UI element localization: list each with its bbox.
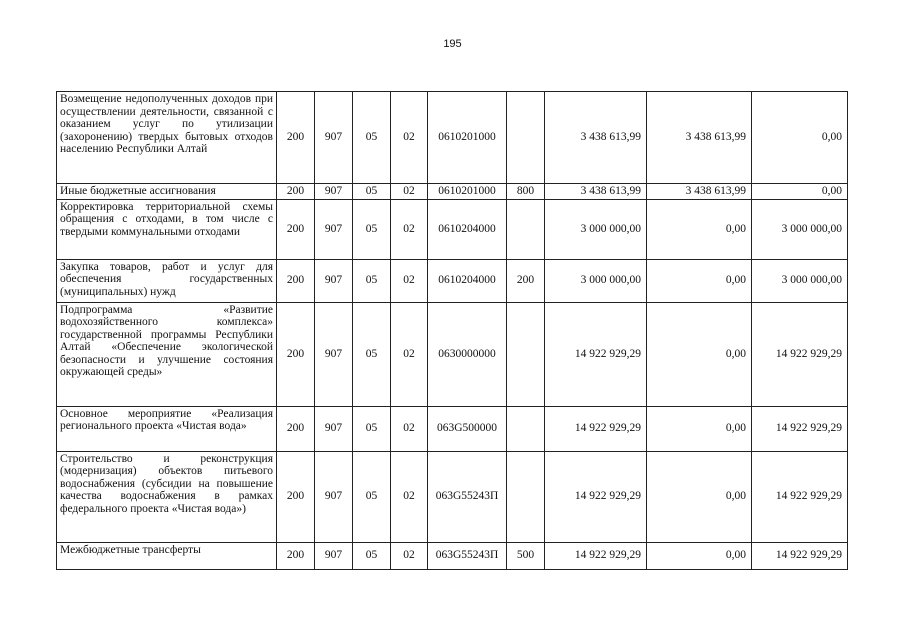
- target-code-cell: 0610201000: [428, 92, 507, 184]
- code-b-cell: 907: [315, 451, 353, 542]
- table-row: [57, 92, 848, 184]
- code-b-cell: 907: [315, 406, 353, 451]
- row-name-cell: Закупка товаров, работ и услуг для обеспечения государственных (муниципальных) нужд: [57, 259, 277, 302]
- code-a-cell: 200: [277, 184, 315, 200]
- code-a-cell: 200: [277, 259, 315, 302]
- sum-federal-cell: 0,00: [647, 259, 752, 302]
- sum-total-cell: 3 000 000,00: [545, 259, 647, 302]
- expense-type-cell: 500: [507, 542, 545, 569]
- sum-federal-cell: 0,00: [647, 406, 752, 451]
- code-d-cell: 02: [391, 184, 428, 200]
- code-c-cell: 05: [353, 92, 391, 184]
- table-row: [57, 184, 848, 200]
- code-a-cell: 200: [277, 302, 315, 406]
- target-code-cell: 0610204000: [428, 199, 507, 259]
- sum-federal-cell: 0,00: [647, 451, 752, 542]
- code-d-cell: 02: [391, 259, 428, 302]
- target-code-cell: 063G55243П: [428, 451, 507, 542]
- budget-table: [56, 91, 848, 570]
- sum-federal-cell: 0,00: [647, 302, 752, 406]
- row-name-cell: Межбюджетные трансферты: [57, 542, 277, 569]
- sum-total-cell: 14 922 929,29: [545, 302, 647, 406]
- sum-regional-cell: 14 922 929,29: [752, 542, 848, 569]
- sum-total-cell: 3 438 613,99: [545, 184, 647, 200]
- expense-type-cell: [507, 92, 545, 184]
- target-code-cell: 0630000000: [428, 302, 507, 406]
- row-name-cell: Подпрограмма «Развитие водохозяйственного комплекса» государственной программы Республики Алтай «Обеспечение экологической безопасности и улучшение состояния окружающей среды»: [57, 302, 277, 406]
- code-d-cell: 02: [391, 406, 428, 451]
- code-c-cell: 05: [353, 199, 391, 259]
- sum-total-cell: 3 000 000,00: [545, 199, 647, 259]
- page-number: 195: [443, 38, 462, 50]
- target-code-cell: 063G55243П: [428, 542, 507, 569]
- code-b-cell: 907: [315, 259, 353, 302]
- sum-regional-cell: 3 000 000,00: [752, 259, 848, 302]
- table-row: [57, 259, 848, 302]
- code-c-cell: 05: [353, 542, 391, 569]
- code-a-cell: 200: [277, 92, 315, 184]
- sum-regional-cell: 3 000 000,00: [752, 199, 848, 259]
- sum-total-cell: 14 922 929,29: [545, 542, 647, 569]
- row-name-cell: Возмещение недополученных доходов при осуществлении деятельности, связанной с оказанием услуг по утилизации (захоронению) твердых бытовых отходов населению Республики Алтай: [57, 92, 277, 184]
- expense-type-cell: 200: [507, 259, 545, 302]
- code-b-cell: 907: [315, 184, 353, 200]
- code-a-cell: 200: [277, 542, 315, 569]
- code-c-cell: 05: [353, 184, 391, 200]
- table-row: [57, 406, 848, 451]
- code-d-cell: 02: [391, 451, 428, 542]
- code-a-cell: 200: [277, 451, 315, 542]
- row-name-cell: Корректировка территориальной схемы обращения с отходами, в том числе с твердыми коммунальными отходами: [57, 199, 277, 259]
- code-b-cell: 907: [315, 92, 353, 184]
- target-code-cell: 0610201000: [428, 184, 507, 200]
- sum-federal-cell: 3 438 613,99: [647, 92, 752, 184]
- code-a-cell: 200: [277, 406, 315, 451]
- target-code-cell: 063G500000: [428, 406, 507, 451]
- table-row: [57, 302, 848, 406]
- expense-type-cell: 800: [507, 184, 545, 200]
- table-row: [57, 542, 848, 569]
- expense-type-cell: [507, 451, 545, 542]
- sum-federal-cell: 0,00: [647, 199, 752, 259]
- code-d-cell: 02: [391, 302, 428, 406]
- code-a-cell: 200: [277, 199, 315, 259]
- table-row: [57, 451, 848, 542]
- code-b-cell: 907: [315, 302, 353, 406]
- budget-table-body: [57, 92, 848, 570]
- sum-total-cell: 14 922 929,29: [545, 406, 647, 451]
- sum-total-cell: 14 922 929,29: [545, 451, 647, 542]
- row-name-cell: Строительство и реконструкция (модернизация) объектов питьевого водоснабжения (субсидии на повышение качества водоснабжения в рамках федерального проекта «Чистая вода»): [57, 451, 277, 542]
- row-name-cell: Основное мероприятие «Реализация регионального проекта «Чистая вода»: [57, 406, 277, 451]
- sum-federal-cell: 3 438 613,99: [647, 184, 752, 200]
- code-c-cell: 05: [353, 259, 391, 302]
- sum-regional-cell: 0,00: [752, 184, 848, 200]
- code-b-cell: 907: [315, 199, 353, 259]
- code-d-cell: 02: [391, 92, 428, 184]
- sum-regional-cell: 0,00: [752, 92, 848, 184]
- expense-type-cell: [507, 302, 545, 406]
- target-code-cell: 0610204000: [428, 259, 507, 302]
- sum-total-cell: 3 438 613,99: [545, 92, 647, 184]
- sum-regional-cell: 14 922 929,29: [752, 451, 848, 542]
- sum-regional-cell: 14 922 929,29: [752, 406, 848, 451]
- expense-type-cell: [507, 199, 545, 259]
- code-d-cell: 02: [391, 542, 428, 569]
- code-b-cell: 907: [315, 542, 353, 569]
- expense-type-cell: [507, 406, 545, 451]
- table-row: [57, 199, 848, 259]
- code-c-cell: 05: [353, 406, 391, 451]
- code-d-cell: 02: [391, 199, 428, 259]
- sum-federal-cell: 0,00: [647, 542, 752, 569]
- row-name-cell: Иные бюджетные ассигнования: [57, 184, 277, 200]
- code-c-cell: 05: [353, 302, 391, 406]
- code-c-cell: 05: [353, 451, 391, 542]
- sum-regional-cell: 14 922 929,29: [752, 302, 848, 406]
